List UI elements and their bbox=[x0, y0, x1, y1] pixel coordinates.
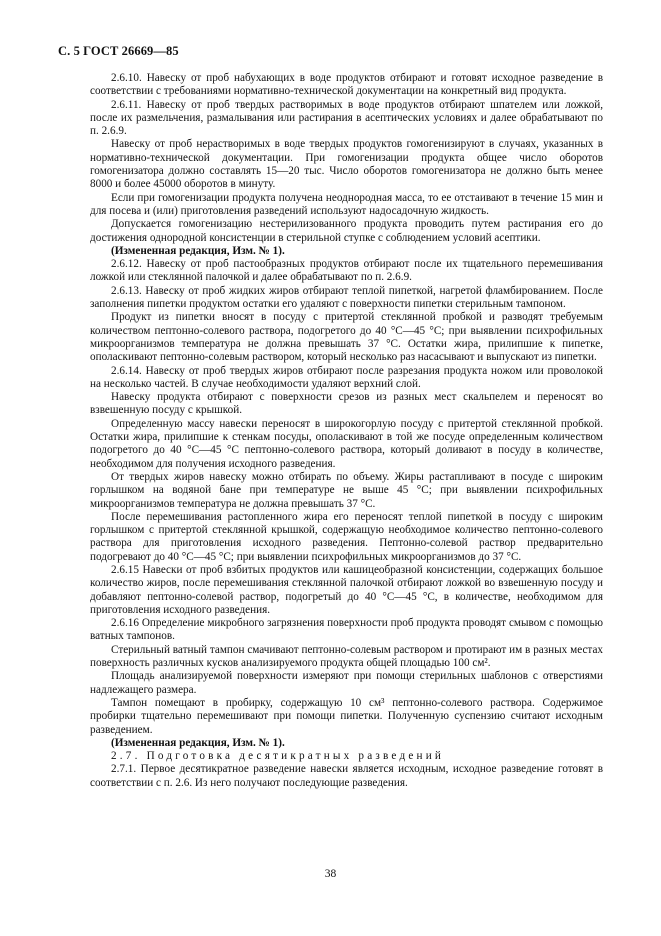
paragraph: Навеску от проб нерастворимых в воде твердых продуктов гомогенизируют в случаях, указанных в нормативно-технической документации. При гомогенизации продукта общее число оборотов гомогенизатора должно составлять 15—20 тыс. Число оборотов гомогенизатора не должно быть менее 8000 и более 45000 оборотов в минуту. bbox=[90, 138, 603, 191]
paragraph: 2.6.14. Навеску от проб твердых жиров отбирают после разрезания продукта ножом или проволокой на несколько частей. В случае необходимости удаляют верхний слой. bbox=[90, 364, 603, 390]
section-heading: 2.7. Подготовка десятикратных разведений bbox=[111, 750, 445, 763]
amendment-note: (Измененная редакция, Изм. № 1). bbox=[111, 736, 285, 749]
page-number: 38 bbox=[324, 868, 337, 880]
paragraph: 2.6.13. Навеску от проб жидких жиров отбирают теплой пипеткой, нагретой фламбированием. После заполнения пипетки продуктом остатки его удаляют с поверхности пипетки стерильным тампоном. bbox=[90, 284, 603, 311]
paragraph: 2.6.15 Навески от проб взбитых продуктов или кашицеобразной консистенции, содержащих большое количество жиров, после перемешивания стеклянной палочкой отбирают ложкой во взвешенную посуду и добавляют пептонно-солевой раствор, подогретый до 40 °С—45 °С, в количестве, необходимом для приготовления исходного разведения. bbox=[90, 563, 603, 616]
paragraph: 2.6.10. Навеску от проб набухающих в воде продуктов отбирают и готовят исходное разведение в соответствии с требованиями нормативно-технической документации на конкретный вид продукта. bbox=[90, 72, 603, 98]
paragraph: Определенную массу навески переносят в широкогорлую посуду с притертой стеклянной пробкой. Остатки жира, прилипшие к стенкам посуды, ополаскивают в той же посуде определенным количеством подогретого до 40 °С—45 °С пептонно-солевого раствора, который доливают в посуду в количестве, необходимом для получения исходного разведения. bbox=[90, 417, 603, 470]
amendment-note: (Измененная редакция, Изм. № 1). bbox=[111, 244, 285, 257]
paragraph: Навеску продукта отбирают с поверхности срезов из разных мест скальпелем и переносят во взвешенную посуду с крышкой. bbox=[90, 391, 603, 417]
document-body bbox=[90, 72, 603, 790]
paragraph: Стерильный ватный тампон смачивают пептонно-солевым раствором и протирают им в разных местах поверхность различных кусков анализируемого продукта общей площадью 100 см². bbox=[90, 643, 603, 670]
paragraph: После перемешивания растопленного жира его переносят теплой пипеткой в посуду с широким горлышком с притертой стеклянной крышкой, содержащую необходимое количество пептонно-солевого раствора для приготовления исходного разведения. Пептонно-солевой раствор предварительно подогревают до 40 °С—45 °С; при выявлении психрофильных микроорганизмов до 37 °С. bbox=[90, 510, 603, 563]
paragraph: От твердых жиров навеску можно отбирать по объему. Жиры растапливают в посуде с широким горлышком на водяной бане при температуре не выше 45 °С; при выявлении психрофильных микроорганизмов температура не должна превышать 37 °С. bbox=[90, 470, 603, 510]
paragraph: Площадь анализируемой поверхности измеряют при помощи стерильных шаблонов с отверстиями надлежащего размера. bbox=[90, 670, 603, 696]
paragraph: Если при гомогенизации продукта получена неоднородная масса, то ее отстаивают в течение 15 мин и для посева и (или) приготовления разведений используют надосадочную жидкость. bbox=[90, 191, 603, 217]
paragraph: Продукт из пипетки вносят в посуду с притертой стеклянной пробкой и разводят требуемым количеством пептонно-солевого раствора, подогретого до 40 °С—45 °С; при выявлении психрофильных микроорганизмов температура не должна превышать 37 °С. Остатки жира, прилипшие к пипетке, ополаскивают пептонно-солевым раствором, который несколько раз насасывают и выпускают из пипетки. bbox=[90, 311, 603, 364]
paragraph: 2.6.16 Определение микробного загрязнения поверхности проб продукта проводят смывом с помощью ватных тампонов. bbox=[90, 617, 603, 643]
paragraph: 2.6.12. Навеску от проб пастообразных продуктов отбирают после их тщательного перемешивания ложкой или стеклянной палочкой и далее обрабатывают по п. 2.6.9. bbox=[90, 258, 603, 284]
page-header: С. 5 ГОСТ 26669—85 bbox=[58, 44, 179, 58]
paragraph: Тампон помещают в пробирку, содержащую 10 см³ пептонно-солевого раствора. Содержимое пробирки тщательно перемешивают при помощи пипетки. Полученную суспензию считают исходным разведением. bbox=[90, 696, 603, 736]
paragraph: 2.6.11. Навеску от проб твердых растворимых в воде продуктов отбирают шпателем или ложкой, после их размельчения, размалывания или растирания в асептических условиях и далее обрабатывают по п. 2.6.9. bbox=[90, 98, 603, 138]
paragraph: 2.7.1. Первое десятикратное разведение навески является исходным, исходное разведение готовят в соответствии с п. 2.6. Из него получают последующие разведения. bbox=[90, 763, 603, 789]
paragraph: Допускается гомогенизацию нестерилизованного продукта проводить путем растирания его до достижения однородной консистенции в стерильной ступке с соблюдением условий асептики. bbox=[90, 218, 603, 244]
